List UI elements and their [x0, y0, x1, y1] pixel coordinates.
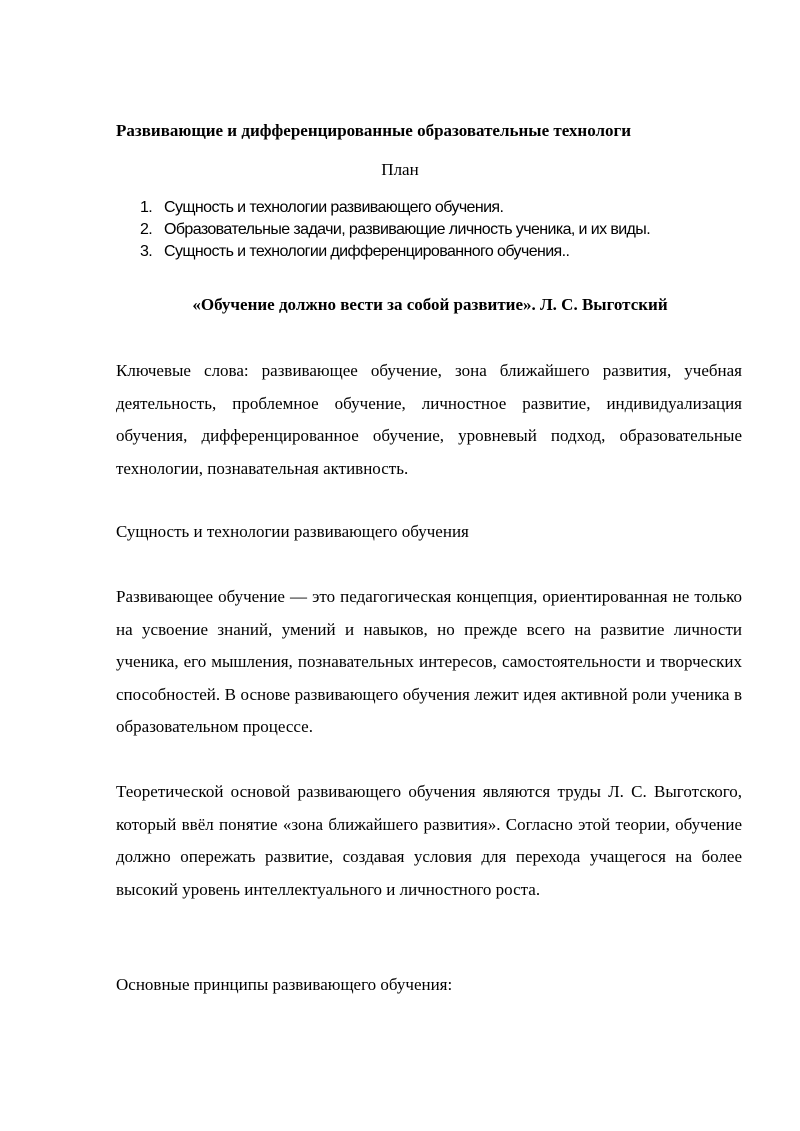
plan-item-number: 1. — [140, 199, 153, 216]
theory-paragraph: Теоретической основой развивающего обучения являются труды Л. С. Выготского, который ввёл понятие «зона ближайшего развития». Согласно этой теории, обучение должно опережать развитие, создавая условия для перехода учащегося на более высокий уровень интеллектуального и личностного роста. — [116, 782, 742, 899]
plan-item-text: Образовательные задачи, развивающие личность ученика, и их виды. — [164, 221, 651, 238]
epigraph-quote: «Обучение должно вести за собой развитие». Л. С. Выготский — [192, 295, 668, 314]
plan-heading: План — [381, 160, 419, 179]
plan-item — [140, 241, 650, 263]
section-heading: Сущность и технологии развивающего обучения — [116, 522, 469, 541]
plan-item — [140, 219, 650, 241]
plan-item — [140, 197, 650, 219]
keywords-paragraph: Ключевые слова: развивающее обучение, зона ближайшего развития, учебная деятельность, проблемное обучение, личностное развитие, индивидуализация обучения, дифференцированное обучение, уровневый подход, образовательные технологии, познавательная активность. — [116, 361, 742, 478]
plan-item-number: 3. — [140, 243, 153, 260]
plan-item-text: Сущность и технологии развивающего обучения. — [164, 199, 504, 216]
document-title: Развивающие и дифференцированные образовательные технологи — [116, 121, 632, 140]
definition-paragraph: Развивающее обучение — это педагогическая концепция, ориентированная не только на усвоение знаний, умений и навыков, но прежде всего на развитие личности ученика, его мышления, познавательных интересов, самостоятельности и творческих способностей. В основе развивающего обучения лежит идея активной роли ученика в образовательном процессе. — [116, 587, 742, 736]
plan-item-number: 2. — [140, 221, 153, 238]
plan-item-text: Сущность и технологии дифференцированного обучения.. — [164, 243, 570, 260]
principles-heading: Основные принципы развивающего обучения: — [116, 975, 453, 994]
plan-list — [140, 197, 650, 263]
